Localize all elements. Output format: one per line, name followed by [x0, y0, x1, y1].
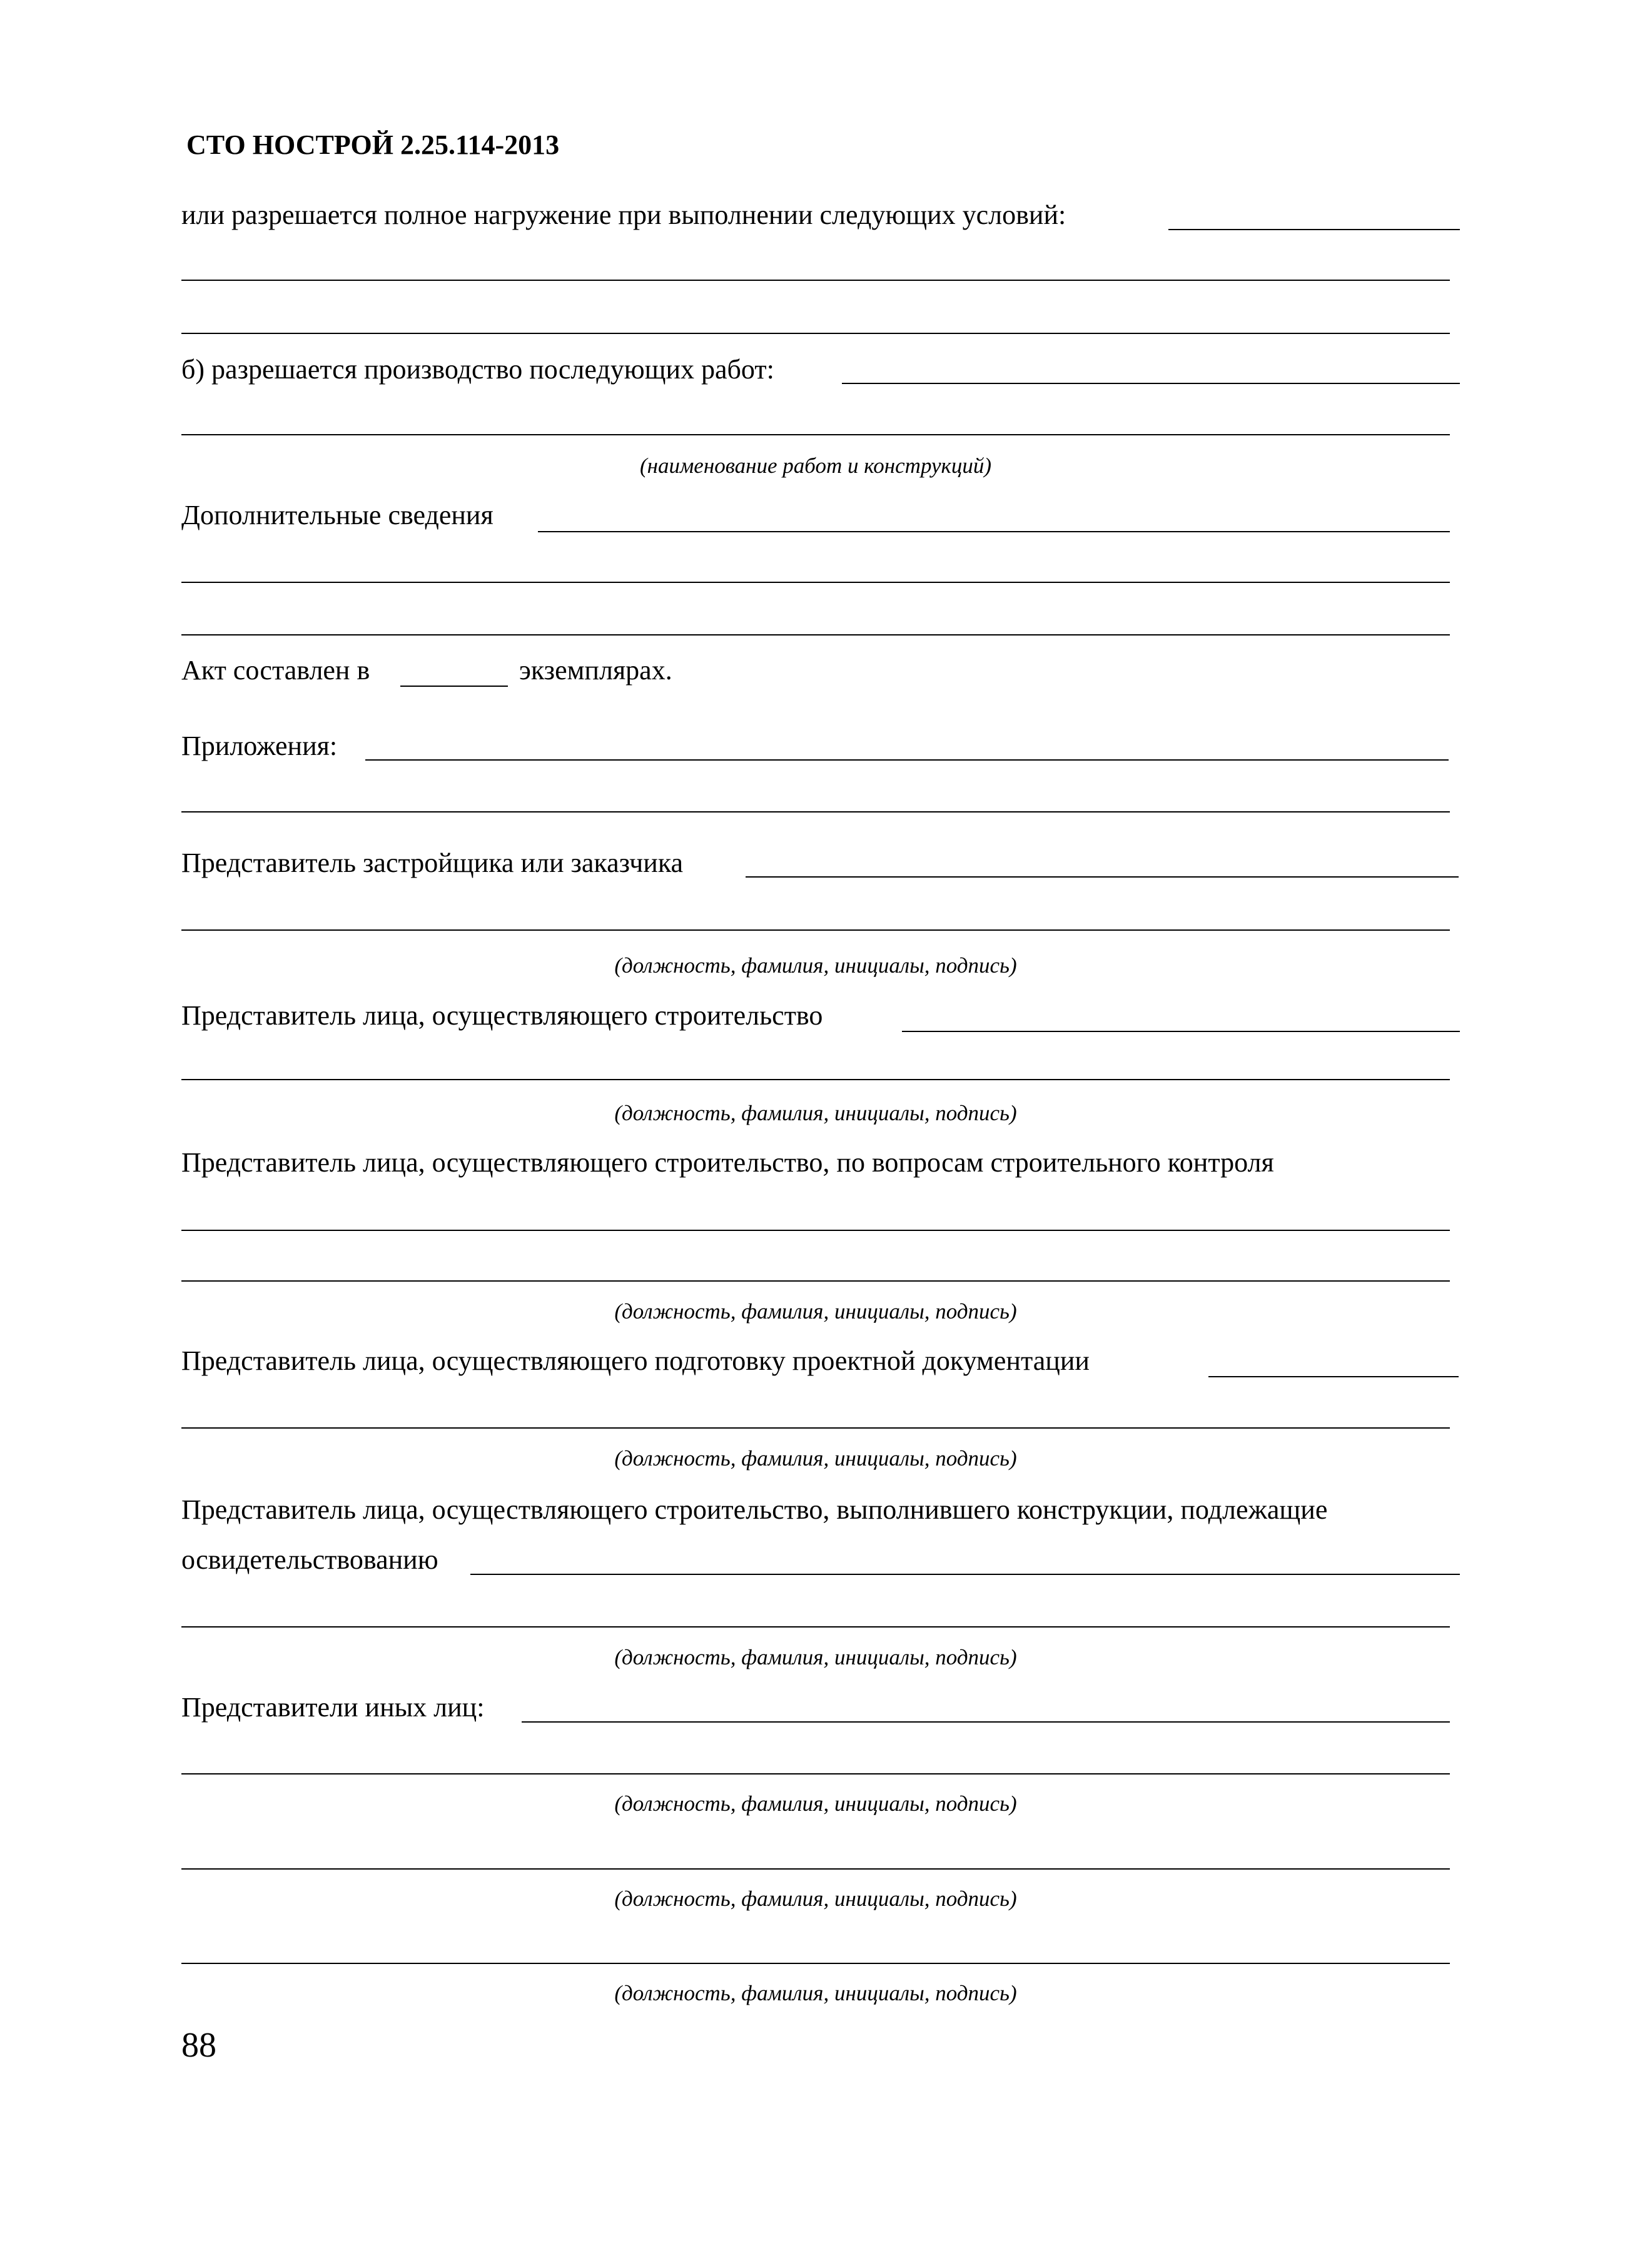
- attachments-field[interactable]: [365, 759, 1449, 761]
- rep-builder-control-caption: (должность, фамилия, инициалы, подпись): [614, 1299, 1017, 1324]
- act-copies-label: Акт составлен в: [181, 655, 370, 686]
- rep-developer-caption: (должность, фамилия, инициалы, подпись): [614, 953, 1017, 978]
- act-copies-count-field[interactable]: [400, 686, 508, 687]
- additional-info-field-line-2[interactable]: [181, 582, 1450, 583]
- full-load-conditions-field[interactable]: [1168, 229, 1460, 230]
- page-number: 88: [181, 2026, 216, 2065]
- rep-builder-label: Представитель лица, осуществляющего строительство: [181, 1000, 823, 1031]
- rep-others-caption-1: (должность, фамилия, инициалы, подпись): [614, 1791, 1017, 1816]
- rep-designer-caption: (должность, фамилия, инициалы, подпись): [614, 1446, 1017, 1471]
- rep-builder-field-line-2[interactable]: [181, 1079, 1450, 1080]
- full-load-conditions-field-line-2[interactable]: [181, 280, 1450, 281]
- rep-performer-caption: (должность, фамилия, инициалы, подпись): [614, 1645, 1017, 1669]
- act-copies-suffix: экземплярах.: [519, 655, 672, 686]
- rep-designer-field-line-2[interactable]: [181, 1427, 1450, 1429]
- attachments-label: Приложения:: [181, 731, 338, 761]
- additional-info-label: Дополнительные сведения: [181, 500, 494, 530]
- rep-others-caption-2: (должность, фамилия, инициалы, подпись): [614, 1886, 1017, 1911]
- rep-developer-field[interactable]: [746, 876, 1459, 878]
- rep-designer-field[interactable]: [1208, 1376, 1459, 1377]
- rep-others-field-line-3[interactable]: [181, 1868, 1450, 1870]
- rep-performer-field-line-2[interactable]: [181, 1626, 1450, 1628]
- rep-others-caption-3: (должность, фамилия, инициалы, подпись): [614, 1981, 1017, 2005]
- rep-performer-label-continued: освидетельствованию: [181, 1544, 438, 1575]
- rep-performer-field[interactable]: [470, 1574, 1460, 1575]
- full-load-conditions-field-line-3[interactable]: [181, 333, 1450, 334]
- rep-others-field-line-4[interactable]: [181, 1963, 1450, 1964]
- rep-builder-control-label: Представитель лица, осуществляющего строительство, по вопросам строительного контроля: [181, 1147, 1274, 1178]
- full-load-conditions-label: или разрешается полное нагружение при выполнении следующих условий:: [181, 200, 1066, 230]
- rep-builder-control-field-line-2[interactable]: [181, 1280, 1450, 1282]
- rep-others-field-line-2[interactable]: [181, 1773, 1450, 1774]
- subsequent-works-field[interactable]: [842, 383, 1460, 384]
- rep-builder-field[interactable]: [902, 1031, 1460, 1032]
- rep-others-label: Представители иных лиц:: [181, 1692, 485, 1723]
- additional-info-field[interactable]: [538, 531, 1450, 532]
- document-header: СТО НОСТРОЙ 2.25.114-2013: [186, 129, 560, 160]
- rep-others-field[interactable]: [522, 1721, 1450, 1723]
- additional-info-field-line-3[interactable]: [181, 634, 1450, 635]
- rep-performer-label: Представитель лица, осуществляющего строительство, выполнившего конструкции, подлежащие: [181, 1494, 1328, 1525]
- rep-builder-control-field[interactable]: [181, 1230, 1450, 1231]
- rep-developer-field-line-2[interactable]: [181, 929, 1450, 931]
- works-caption: (наименование работ и конструкций): [639, 453, 992, 478]
- subsequent-works-label: б) разрешается производство последующих работ:: [181, 354, 774, 385]
- rep-developer-label: Представитель застройщика или заказчика: [181, 848, 684, 878]
- attachments-field-line-2[interactable]: [181, 811, 1450, 813]
- subsequent-works-field-line-2[interactable]: [181, 434, 1450, 435]
- rep-designer-label: Представитель лица, осуществляющего подготовку проектной документации: [181, 1345, 1090, 1376]
- rep-builder-caption: (должность, фамилия, инициалы, подпись): [614, 1101, 1017, 1125]
